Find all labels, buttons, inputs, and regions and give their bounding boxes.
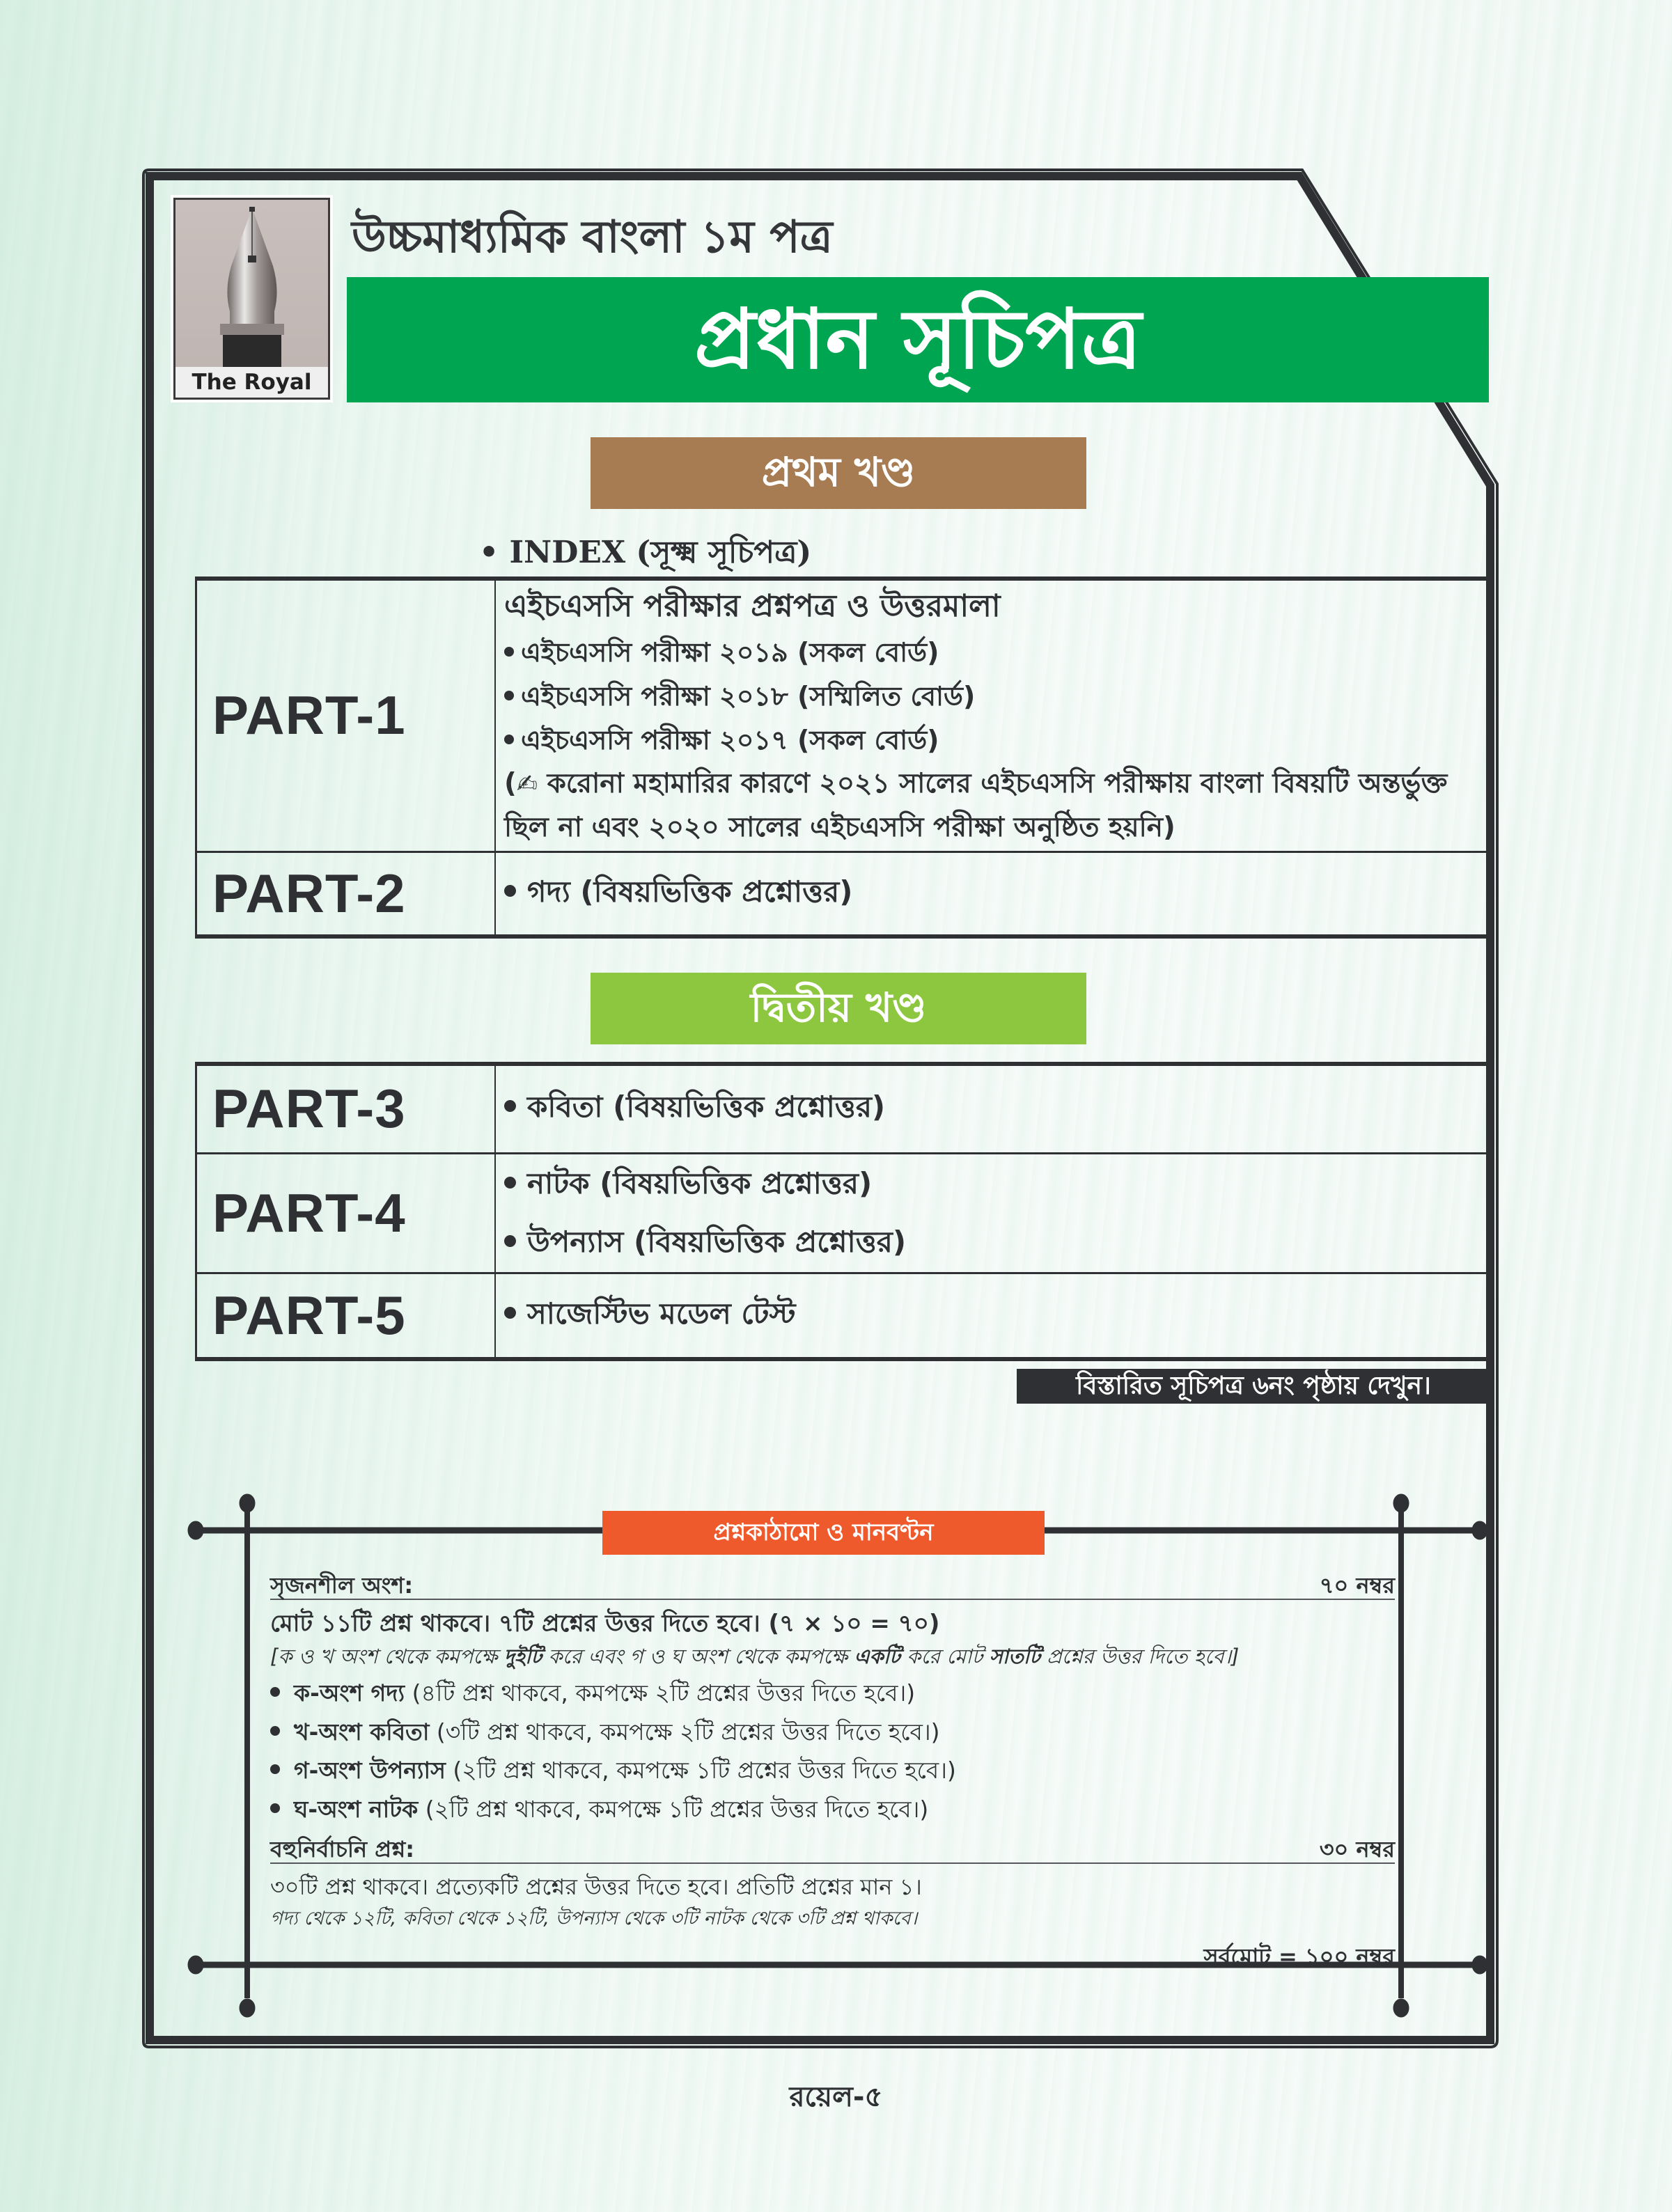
creative-heading-row	[270, 1568, 1395, 1600]
list-item-label: এইচএসসি পরীক্ষা ২০১৮ (সম্মিলিত বোর্ড)	[521, 681, 976, 712]
bullet-icon	[504, 691, 514, 700]
rule-emphasis: একটি	[854, 1645, 900, 1668]
bullet-icon	[504, 1100, 516, 1112]
section1-tag: প্রথম খণ্ড	[591, 437, 1086, 509]
part-label: PART-4	[196, 1153, 496, 1273]
list-item-label: সাজেস্টিভ মডেল টেস্ট	[527, 1296, 796, 1331]
creative-part-item	[270, 1752, 1395, 1791]
bullet-icon	[270, 1764, 280, 1774]
mcq-heading-row	[270, 1832, 1395, 1864]
part-body	[495, 852, 1490, 936]
list-item-label: কবিতা (বিষয়ভিত্তিক প্রশ্নোত্তর)	[527, 1090, 886, 1124]
part-name: ক-অংশ গদ্য	[294, 1679, 405, 1707]
detail-index-note: বিস্তারিত সূচিপত্র ৬নং পৃষ্ঠায় দেখুন।	[1017, 1369, 1490, 1404]
part-detail: (৪টি প্রশ্ন থাকবে, কমপক্ষে ২টি প্রশ্নের উত্তর দিতে হবে।)	[405, 1679, 916, 1707]
writing-hand-icon: ✍	[516, 770, 538, 799]
index-label: INDEX (সূক্ষ্ম সূচিপত্র)	[509, 535, 812, 570]
part-name: গ-অংশ উপন্যাস	[294, 1757, 446, 1784]
bullet-icon	[504, 647, 514, 657]
table-row-part-2	[196, 852, 1490, 936]
bullet-icon	[270, 1687, 280, 1697]
list-item[interactable]	[504, 869, 1488, 918]
list-item[interactable]	[504, 1084, 1488, 1134]
list-item[interactable]	[504, 1213, 1488, 1271]
list-item[interactable]	[504, 675, 1488, 719]
bullet-icon	[504, 1177, 516, 1189]
part-label: PART-1	[196, 579, 496, 852]
part-name: খ-অংশ কবিতা	[294, 1718, 430, 1746]
grand-total: সর্বমোট = ১০০ নম্বর	[1203, 1943, 1395, 1970]
bullet-icon	[504, 735, 514, 744]
part1-note-line2: ছিল না এবং ২০২০ সালের এইচএসসি পরীক্ষা অনুষ্ঠিত হয়নি)	[504, 812, 1175, 843]
part-body	[495, 1064, 1490, 1153]
book-subtitle: উচ্চমাধ্যমিক বাংলা ১ম পত্র	[352, 212, 833, 263]
section2-tag: দ্বিতীয় খণ্ড	[591, 973, 1086, 1044]
section1-parts-table	[195, 576, 1490, 939]
table-row-part-1	[196, 579, 1490, 852]
bullet-icon	[504, 885, 516, 897]
part-body	[495, 1153, 1490, 1273]
publisher-logo	[171, 195, 333, 402]
part-label: PART-3	[196, 1064, 496, 1153]
list-item[interactable]	[504, 1154, 1488, 1213]
list-item-label: উপন্যাস (বিষয়ভিত্তিক প্রশ্নোত্তর)	[527, 1225, 907, 1259]
creative-rule	[270, 1641, 1395, 1675]
part-name: ঘ-অংশ নাটক	[294, 1796, 419, 1823]
part-detail: (২টি প্রশ্ন থাকবে, কমপক্ষে ১টি প্রশ্নের উত্তর দিতে হবে।)	[445, 1757, 956, 1784]
bullet-icon	[504, 1235, 516, 1247]
index-link[interactable]	[479, 529, 811, 580]
table-row-part-3	[196, 1064, 1490, 1153]
fountain-pen-nib-icon	[175, 200, 329, 367]
list-item[interactable]	[504, 631, 1488, 675]
list-item[interactable]	[504, 1291, 1488, 1340]
part-detail: (৩টি প্রশ্ন থাকবে, কমপক্ষে ২টি প্রশ্নের উত্তর দিতে হবে।)	[429, 1718, 940, 1746]
bullet-icon	[270, 1803, 280, 1813]
page-number: রয়েল-৫	[789, 2081, 883, 2113]
creative-line1: মোট ১১টি প্রশ্ন থাকবে। ৭টি প্রশ্নের উত্তর দিতে হবে। (৭ × ১০ = ৭০)	[270, 1610, 940, 1638]
mcq-line1: ৩০টি প্রশ্ন থাকবে। প্রত্যেকটি প্রশ্নের উত্তর দিতে হবে। প্রতিটি প্রশ্নের মান ১।	[270, 1874, 922, 1900]
mcq-marks: ৩০ নম্বর	[1319, 1836, 1395, 1862]
creative-marks: ৭০ নম্বর	[1319, 1572, 1395, 1599]
section2-parts-table	[195, 1062, 1490, 1361]
part-label: PART-5	[196, 1273, 496, 1359]
part-body	[495, 579, 1490, 852]
creative-part-item	[270, 1675, 1395, 1714]
creative-part-item	[270, 1791, 1395, 1830]
index-bullet: •	[479, 535, 499, 570]
table-row-part-5	[196, 1273, 1490, 1359]
creative-part-item	[270, 1714, 1395, 1753]
part-label: PART-2	[196, 852, 496, 936]
note-paren: (	[504, 768, 517, 799]
rule-text: প্রশ্নের উত্তর দিতে হবে।]	[1040, 1645, 1240, 1668]
list-item-label: এইচএসসি পরীক্ষা ২০১৯ (সকল বোর্ড)	[521, 637, 939, 668]
page-title: প্রধান সূচিপত্র	[347, 277, 1489, 402]
list-item-label: এইচএসসি পরীক্ষা ২০১৭ (সকল বোর্ড)	[521, 725, 939, 755]
bullet-icon	[270, 1726, 280, 1736]
rule-text: করে মোট	[900, 1645, 990, 1668]
part1-note-line1	[504, 762, 1488, 806]
bullet-icon	[504, 1307, 516, 1319]
list-item-label: গদ্য (বিষয়ভিত্তিক প্রশ্নোত্তর)	[527, 874, 853, 909]
part-body	[495, 1273, 1490, 1359]
rule-text: [ক ও খ অংশ থেকে কমপক্ষে	[270, 1645, 504, 1668]
rule-emphasis: দুইটি	[503, 1645, 542, 1668]
part-detail: (২টি প্রশ্ন থাকবে, কমপক্ষে ১টি প্রশ্নের উত্তর দিতে হবে।)	[418, 1796, 929, 1823]
list-item[interactable]	[504, 719, 1488, 762]
creative-heading: সৃজনশীল অংশ:	[270, 1572, 414, 1599]
rule-text: করে এবং গ ও ঘ অংশ থেকে কমপক্ষে	[542, 1645, 854, 1668]
mcq-line2: গদ্য থেকে ১২টি, কবিতা থেকে ১২টি, উপন্যাস থেকে ৩টি নাটক থেকে ৩টি প্রশ্ন থাকবে।	[270, 1908, 918, 1929]
marks-distribution-title: প্রশ্নকাঠামো ও মানবণ্টন	[602, 1511, 1045, 1555]
logo-label: The Royal	[175, 367, 328, 398]
table-row-part-4	[196, 1153, 1490, 1273]
note-text: করোনা মহামারির কারণে ২০২১ সালের এইচএসসি পরীক্ষায় বাংলা বিষয়টি অন্তর্ভুক্ত	[547, 768, 1448, 799]
mcq-heading: বহুনির্বাচনি প্রশ্ন:	[270, 1836, 415, 1862]
list-item-label: নাটক (বিষয়ভিত্তিক প্রশ্নোত্তর)	[527, 1166, 873, 1200]
part1-heading: এইচএসসি পরীক্ষার প্রশ্নপত্র ও উত্তরমালা	[504, 588, 1001, 624]
rule-emphasis: সাতটি	[989, 1645, 1041, 1668]
